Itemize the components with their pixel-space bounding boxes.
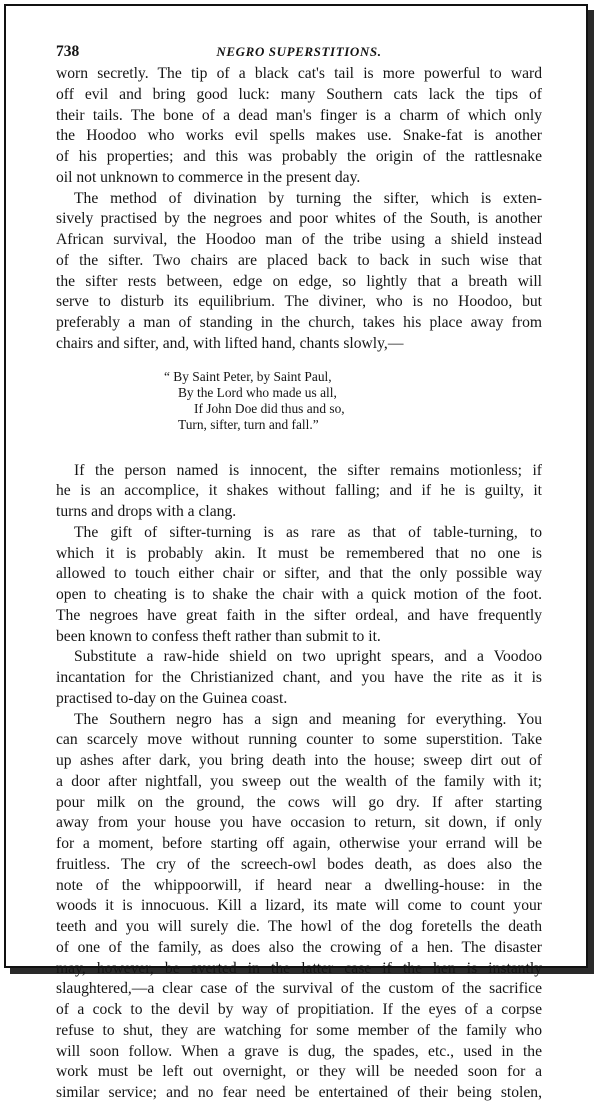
body-text-bottom (56, 461, 542, 1104)
text-line: can scarcely move without running counter to some superstition. Take (56, 731, 542, 749)
text-line: slaughtered,—a clear case of the survival of the custom of the sacrifice (56, 980, 542, 998)
text-line: preferably a man of standing in the church, takes his place away from (56, 314, 542, 331)
text-line: The gift of sifter-turning is as rare as that of table-turning, to (74, 523, 542, 541)
running-title: NEGRO SUPERSTITIONS. (216, 44, 382, 59)
text-line: The method of divination by turning the sifter, which is exten- (74, 189, 542, 207)
text-line: allowed to touch either chair or sifter, and that the only possible way (56, 565, 542, 583)
page-header (56, 42, 542, 64)
paragraph (56, 189, 542, 355)
text-line: for a moment, before starting off again, otherwise your errand will be (56, 835, 542, 852)
text-line: which it is probably akin. It must be remembered that no one is (56, 544, 542, 562)
text-line: a door after nightfall, you sweep out the wealth of the family with it; (56, 772, 542, 790)
text-line: the sifter rests between, edge on edge, so lightly that a breath will (56, 272, 542, 290)
text-line: incantation for the Christianized chant, and you have the rite as it is (56, 669, 542, 686)
text-line: off evil and bring good luck: many Southern cats lack the tips of (56, 85, 542, 103)
text-line: of the sifter. Two chairs are placed back to back in such wise that (56, 251, 542, 269)
text-line: practised to-day on the Guinea coast. (56, 689, 288, 707)
text-line: up ashes after dark, you bring death into the house; sweep dirt out of (56, 752, 542, 769)
verse-line: “ By Saint Peter, by Saint Paul, (164, 368, 332, 384)
paragraph (56, 64, 542, 189)
text-line: woods it is innocuous. Kill a lizard, its mate will come to count your (56, 897, 542, 915)
text-line: Substitute a raw-hide shield on two upright spears, and a Voodoo (74, 648, 542, 666)
text-line: African survival, the Hoodoo man of the tribe using a shield instead (56, 231, 542, 248)
text-line: away from your house you have occasion to return, sit down, if only (56, 814, 542, 832)
page-number: 738 (56, 43, 80, 60)
verse-line: By the Lord who made us all, (178, 384, 337, 400)
verse-line: Turn, sifter, turn and fall.” (178, 416, 319, 432)
paragraph (56, 710, 542, 1104)
text-line: The Southern negro has a sign and meaning for everything. You (74, 710, 542, 728)
text-line: been known to confess theft rather than submit to it. (56, 627, 381, 645)
body-text-top (56, 64, 542, 355)
verse-block (56, 369, 542, 433)
text-line: similar service; and no fear need be entertained of their being stolen, (56, 1084, 542, 1101)
text-line: will soon follow. When a grave is dug, the spades, etc., used in the (56, 1042, 542, 1060)
paragraph (56, 523, 542, 648)
paragraph (56, 647, 542, 709)
text-line: he is an accomplice, it shakes without falling; and if he is guilty, it (56, 482, 542, 500)
text-line: refuse to shut, they are watching for some member of the family who (56, 1021, 542, 1039)
text-line: work must be left out overnight, or they will be needed soon for a (56, 1063, 542, 1081)
text-line: If the person named is innocent, the sifter remains motionless; if (74, 461, 542, 479)
verse-line: If John Doe did thus and so, (194, 400, 345, 416)
text-line: turns and drops with a clang. (56, 503, 237, 520)
text-line: the Hoodoo who works evil spells makes use. Snake-fat is another (56, 127, 542, 145)
text-line: The negroes have great faith in the sifter ordeal, and have frequently (56, 606, 542, 624)
text-line: of one of the family, as does also the crowing of a hen. The disaster (56, 938, 542, 956)
text-line: note of the whippoorwill, if heard near a dwelling-house: in the (56, 876, 542, 894)
text-line: fruitless. The cry of the screech-owl bodes death, as does also the (56, 855, 542, 873)
text-line: chairs and sifter, and, with lifted hand, chants slowly,— (56, 334, 404, 352)
text-line: teeth and you will surely die. The howl of the dog foretells the death (56, 918, 542, 935)
text-line: of a cock to the devil by way of propitiation. If the eyes of a corpse (56, 1001, 542, 1018)
book-page (56, 42, 542, 1104)
text-line: may, however, be averted in the latter case if the hen is instantly (56, 959, 542, 977)
text-line: of his properties; and this was probably the origin of the rattlesnake (56, 148, 542, 165)
text-line: serve to disturb its equilibrium. The diviner, who is no Hoodoo, but (56, 293, 542, 311)
text-line: their tails. The bone of a dead man's finger is a charm of which only (56, 106, 542, 124)
text-line: oil not unknown to commerce in the present day. (56, 168, 361, 186)
text-line: sively practised by the negroes and poor whites of the South, is another (56, 210, 542, 228)
text-line: worn secretly. The tip of a black cat's tail is more powerful to ward (56, 65, 542, 82)
paragraph (56, 461, 542, 523)
text-line: open to cheating is to shake the chair with a quick motion of the foot. (56, 586, 542, 603)
text-line: pour milk on the ground, the cows will go dry. If after starting (56, 793, 542, 811)
